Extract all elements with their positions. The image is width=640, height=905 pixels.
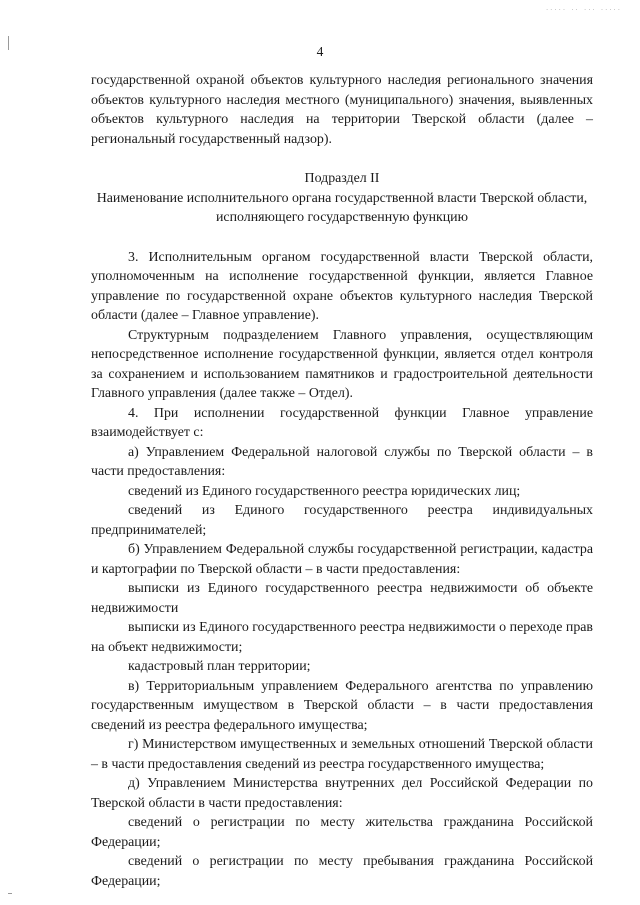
paragraph: сведений из Единого государственного реестра индивидуальных предпринимателей; <box>91 503 593 538</box>
paragraph: д) Управлением Министерства внутренних дел Российской Федерации по Тверской области в части предоставления: <box>91 776 593 811</box>
paragraph: выписки из Единого государственного реестра недвижимости об объекте недвижимости <box>91 581 593 616</box>
scan-artifact-bottom-left <box>8 893 12 894</box>
paragraph: а) Управлением Федеральной налоговой службы по Тверской области – в части предоставления: <box>91 444 593 479</box>
paragraph: сведений из Единого государственного реестра юридических лиц; <box>128 483 521 499</box>
subsection-subtitle: Наименование исполнительного органа государственной власти Тверской области, исполняющего государственную функцию <box>96 190 588 225</box>
paragraph: в) Территориальным управлением Федерального агентства по управлению государственным имуществом в Тверской области – в части предоставления сведений из реестра федерального имущества; <box>91 678 593 733</box>
paragraph: кадастровый план территории; <box>128 659 311 674</box>
paragraph: 3. Исполнительным органом государственной власти Тверской области, уполномоченным на исполнение государственной функции, является Главное управление по государственной охране объектов культурного наследия Тверской области (далее – Главное управление). <box>91 249 593 323</box>
subsection-heading <box>91 169 593 228</box>
paragraph: г) Министерством имущественных и земельных отношений Тверской области – в части предоставления сведений из реестра государственного имущества; <box>91 737 593 772</box>
intro-paragraph: государственной охраной объектов культурного наследия регионального значения объектов культурного наследия местного (муниципального) значения, выявленных объектов культурного наследия на территории Тверской области (далее – региональный государственный надзор). <box>91 73 593 147</box>
paragraph: сведений о регистрации по месту пребывания гражданина Российской Федерации; <box>91 854 593 889</box>
paragraph: 4. При исполнении государственной функции Главное управление взаимодействует с: <box>91 405 593 440</box>
document-body <box>91 71 593 891</box>
paragraph: Структурным подразделением Главного управления, осуществляющим непосредственное исполнение государственной функции, является отдел контроля за сохранением и использованием памятников и градостроительной деятельности Главного управления (далее также – Отдел). <box>91 327 593 401</box>
paragraph: выписки из Единого государственного реестра недвижимости о переходе прав на объект недвижимости; <box>91 620 593 655</box>
paragraph: б) Управлением Федеральной службы государственной регистрации, кадастра и картографии по Тверской области – в части предоставления: <box>91 542 593 577</box>
page-number: 4 <box>316 44 324 59</box>
scan-artifact-marks: ····· ·· ··· ····· <box>545 6 622 14</box>
paragraph: сведений о регистрации по месту жительства гражданина Российской Федерации; <box>91 815 593 850</box>
subsection-title: Подраздел II <box>304 171 380 186</box>
